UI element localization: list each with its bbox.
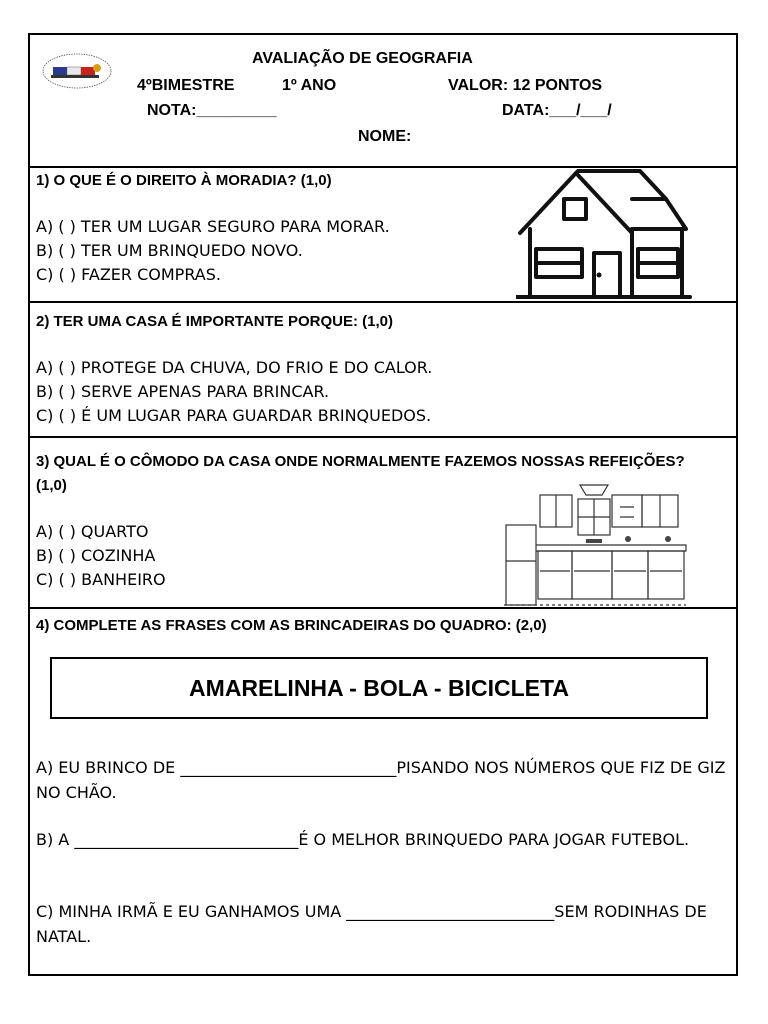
sentence-b[interactable]: B) A ____________________________É O MELHOR BRINQUEDO PARA JOGAR FUTEBOL. <box>36 830 690 849</box>
sentence-a[interactable]: A) EU BRINCO DE ___________________________PISANDO NOS NÚMEROS QUE FIZ DE GIZ NO CHÃO. <box>36 758 726 802</box>
grade-label: 1º ANO <box>282 77 337 94</box>
question-4: 4) COMPLETE AS FRASES COM AS BRINCADEIRAS DO QUADRO: (2,0) <box>36 617 547 634</box>
question-3-option-c[interactable]: C) ( ) BANHEIRO <box>36 570 166 589</box>
question-3-option-a[interactable]: A) ( ) QUARTO <box>36 522 149 541</box>
divider <box>30 166 736 168</box>
divider <box>30 607 736 609</box>
word-bank-box: AMARELINHA - BOLA - BICICLETA <box>50 657 708 719</box>
divider <box>30 436 736 438</box>
divider <box>30 301 736 303</box>
school-logo <box>39 50 115 92</box>
grade-field[interactable]: NOTA:_________ <box>147 102 277 119</box>
value-label: VALOR: 12 PONTOS <box>448 77 603 94</box>
question-3-option-b[interactable]: B) ( ) COZINHA <box>36 546 156 565</box>
exam-title: AVALIAÇÃO DE GEOGRAFIA <box>252 50 473 67</box>
question-2: 2) TER UMA CASA É IMPORTANTE PORQUE: (1,0) <box>36 313 393 330</box>
date-field[interactable]: DATA:___/___/ <box>502 102 612 119</box>
sentence-c[interactable]: C) MINHA IRMÃ E EU GANHAMOS UMA __________________________SEM RODINHAS DE NATAL. <box>36 902 707 946</box>
bimestre-label: 4ºBIMESTRE <box>137 77 235 94</box>
question-2-option-b[interactable]: B) ( ) SERVE APENAS PARA BRINCAR. <box>36 382 330 401</box>
question-1-option-b[interactable]: B) ( ) TER UM BRINQUEDO NOVO. <box>36 241 303 260</box>
question-1: 1) O QUE É O DIREITO À MORADIA? (1,0) <box>36 172 332 189</box>
question-2-option-a[interactable]: A) ( ) PROTEGE DA CHUVA, DO FRIO E DO CALOR. <box>36 358 433 377</box>
question-3: 3) QUAL É O CÔMODO DA CASA ONDE NORMALMENTE FAZEMOS NOSSAS REFEIÇÕES? (1,0) <box>36 453 685 494</box>
kitchen-illustration <box>500 481 690 607</box>
question-2-option-c[interactable]: C) ( ) É UM LUGAR PARA GUARDAR BRINQUEDOS. <box>36 406 432 425</box>
name-field[interactable]: NOME: <box>358 128 412 145</box>
question-1-option-a[interactable]: A) ( ) TER UM LUGAR SEGURO PARA MORAR. <box>36 217 390 236</box>
question-1-option-c[interactable]: C) ( ) FAZER COMPRAS. <box>36 265 221 284</box>
exam-sheet <box>28 33 738 976</box>
house-icon <box>516 169 694 301</box>
